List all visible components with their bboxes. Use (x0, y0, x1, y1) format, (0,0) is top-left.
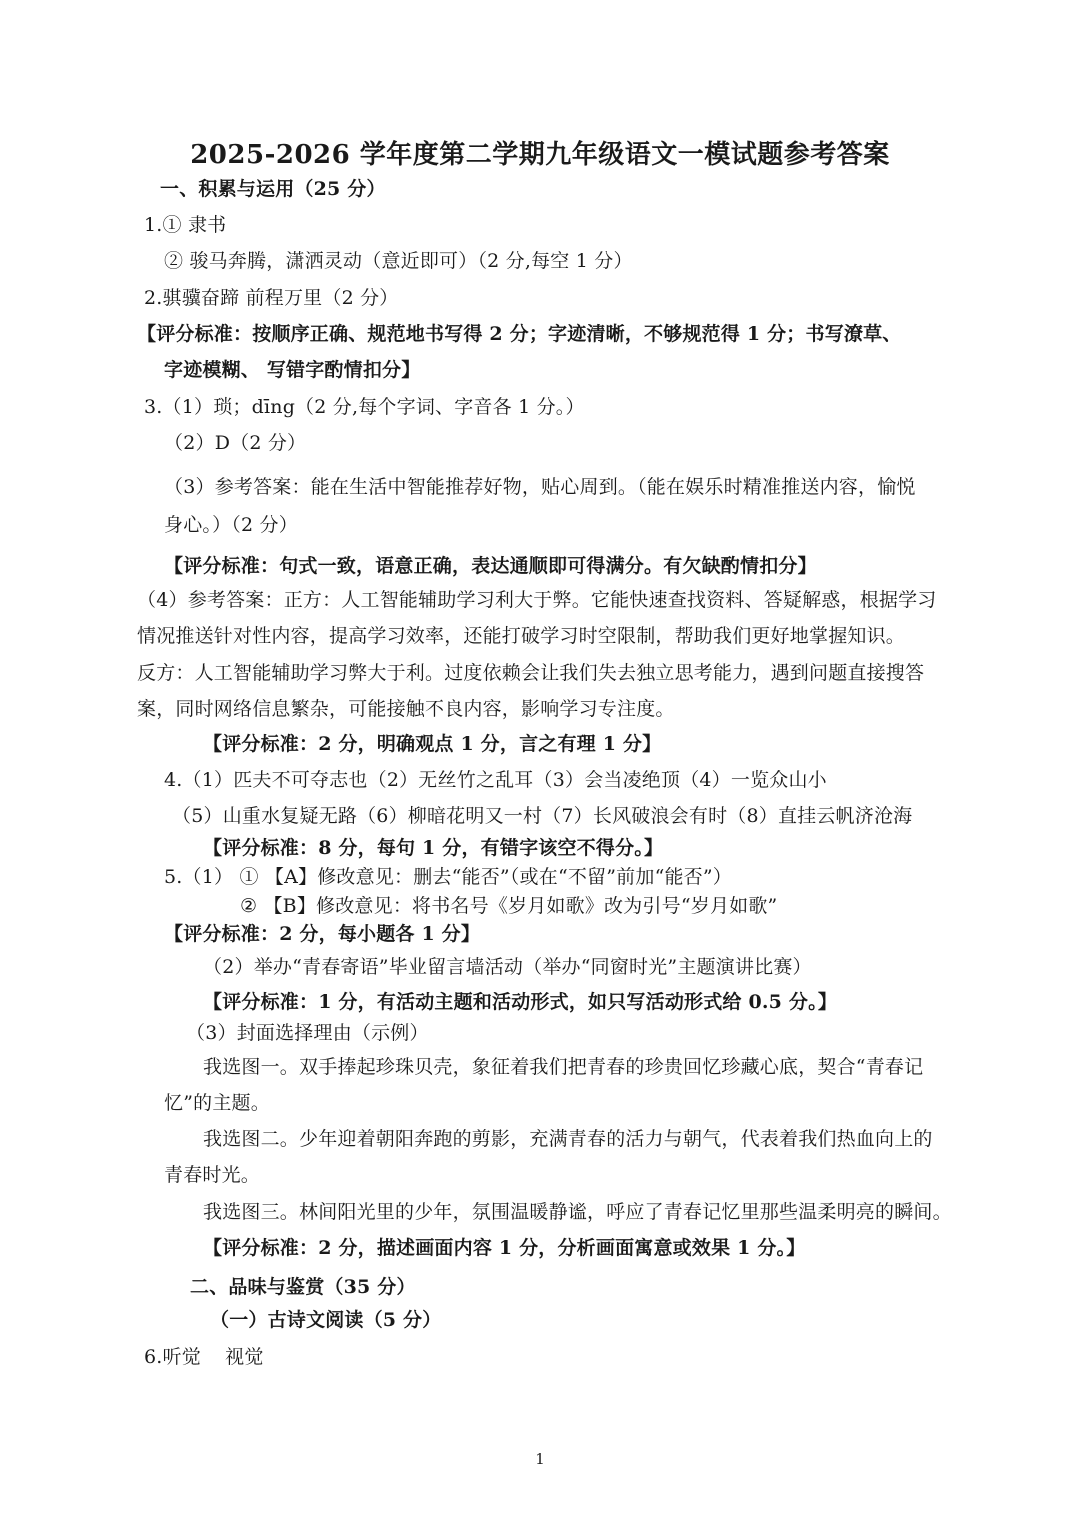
answer-line: 反方：人工智能辅助学习弊大于利。过度依赖会让我们失去独立思考能力，遇到问题直接搜答 (137, 662, 925, 684)
scoring-criteria: 【评分标准：按顺序正确、规范地书写得 2 分；字迹清晰，不够规范得 1 分；书写潦草、 (137, 323, 902, 345)
answer-line: 4.（1）匹夫不可夺志也（2）无丝竹之乱耳（3）会当凌绝顶（4）一览众山小 (164, 769, 827, 791)
scoring-criteria: 【评分标准：句式一致，语意正确，表达通顺即可得满分。有欠缺酌情扣分】 (164, 555, 817, 577)
scoring-criteria: 【评分标准：2 分，描述画面内容 1 分，分析画面寓意或效果 1 分。】 (203, 1237, 806, 1259)
answer-line: （2）举办“青春寄语”毕业留言墙活动（举办“同窗时光”主题演讲比赛） (203, 956, 812, 978)
section-heading-2: 二、品味与鉴赏（35 分） (190, 1276, 416, 1298)
answer-line: 身心。）（2 分） (164, 514, 298, 536)
answer-line: 情况推送针对性内容，提高学习效率，还能打破学习时空限制，帮助我们更好地掌握知识。 (137, 625, 906, 647)
answer-line: ② 骏马奔腾，潇洒灵动（意近即可）（2 分,每空 1 分） (164, 250, 633, 272)
answer-line: 我选图二。少年迎着朝阳奔跑的剪影，充满青春的活力与朝气，代表着我们热血向上的 (203, 1128, 933, 1150)
answer-line: （3）参考答案：能在生活中智能推荐好物，贴心周到。（能在娱乐时精准推送内容，愉悦 (164, 476, 916, 498)
answer-line: 1.① 隶书 (144, 214, 227, 236)
scoring-criteria: 字迹模糊、 写错字酌情扣分】 (164, 359, 421, 381)
answer-line: 案，同时网络信息繁杂，可能接触不良内容，影响学习专注度。 (137, 698, 675, 720)
answer-line: 5.（1） ① 【A】修改意见：删去“能否”（或在“不留”前加“能否”） (164, 866, 732, 888)
page-number: 1 (535, 1450, 545, 1468)
answer-line: 3.（1）琐；dīng（2 分,每个字词、字音各 1 分。） (144, 396, 585, 418)
answer-line: 6.听觉 视觉 (144, 1346, 264, 1368)
page-title: 2025-2026 学年度第二学期九年级语文一模试题参考答案 (190, 140, 890, 170)
answer-line: 青春时光。 (164, 1164, 261, 1186)
answer-line: 2.骐骥奋蹄 前程万里（2 分） (144, 287, 399, 309)
answer-line: （2）D（2 分） (164, 432, 307, 454)
scoring-criteria: 【评分标准：1 分，有活动主题和活动形式，如只写活动形式给 0.5 分。】 (203, 991, 838, 1013)
section-heading-1: 一、积累与运用（25 分） (160, 178, 386, 200)
scoring-criteria: 【评分标准：2 分，每小题各 1 分】 (164, 923, 481, 945)
answer-line: （4）参考答案：正方：人工智能辅助学习利大于弊。它能快速查找资料、答疑解惑，根据学习 (137, 589, 937, 611)
answer-line: （5）山重水复疑无路（6）柳暗花明又一村（7）长风破浪会有时（8）直挂云帆济沧海 (172, 805, 913, 827)
scoring-criteria: 【评分标准：2 分，明确观点 1 分，言之有理 1 分】 (203, 733, 662, 755)
answer-line: 我选图一。双手捧起珍珠贝壳，象征着我们把青春的珍贵回忆珍藏心底，契合“青春记 (203, 1056, 924, 1078)
answer-line: 忆”的主题。 (164, 1092, 270, 1114)
answer-line: 我选图三。林间阳光里的少年，氛围温暖静谧，呼应了青春记忆里那些温柔明亮的瞬间。 (203, 1201, 952, 1223)
answer-line: （3）封面选择理由（示例） (186, 1022, 429, 1044)
answer-line: ② 【B】修改意见：将书名号《岁月如歌》改为引号“岁月如歌” (240, 895, 778, 917)
subsection-heading: （一）古诗文阅读（5 分） (210, 1309, 442, 1331)
scoring-criteria: 【评分标准：8 分，每句 1 分，有错字该空不得分。】 (203, 837, 664, 859)
